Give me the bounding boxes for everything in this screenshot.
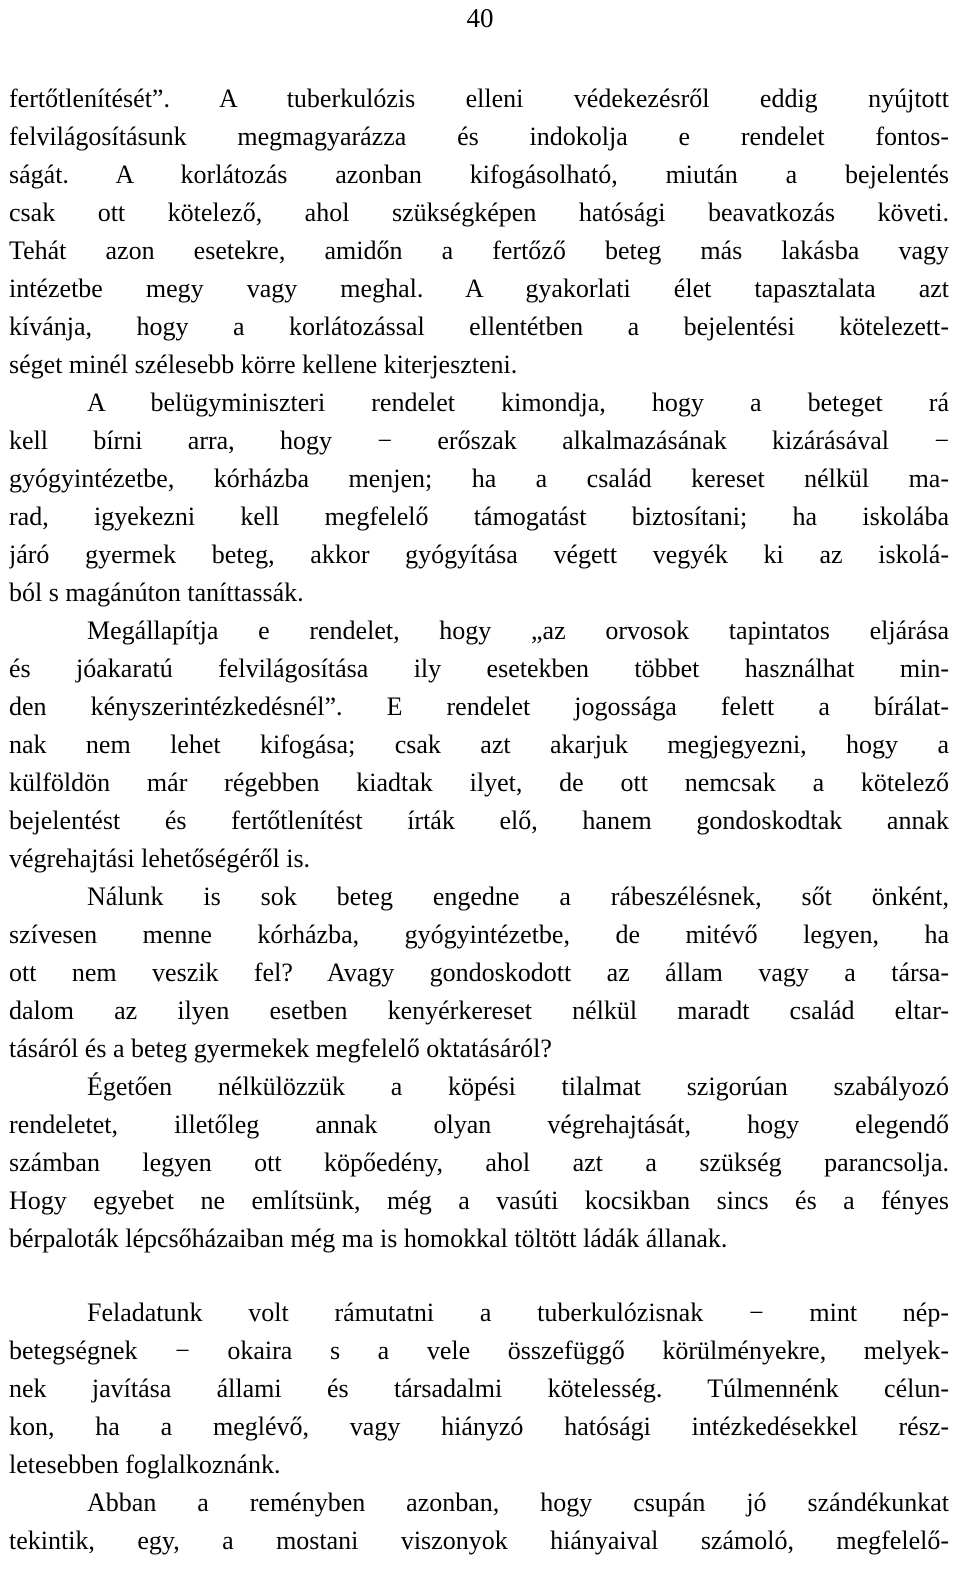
- text-line: fertőtlenítését”. A tuberkulózis elleni védekezésről eddig nyújtott: [9, 84, 949, 113]
- text-line: ott nem veszik fel? Avagy gondoskodott az állam vagy a társa-: [9, 958, 949, 987]
- page-number: 40: [466, 3, 494, 33]
- text-line: Megállapítja e rendelet, hogy „az orvosok tapintatos eljárása: [87, 616, 949, 645]
- text-line: Abban a reményben azonban, hogy csupán jó szándékunkat: [87, 1488, 949, 1517]
- paragraph: [9, 1068, 949, 1258]
- text-line: tekintik, egy, a mostani viszonyok hiányaival számoló, megfelelő-: [9, 1526, 949, 1555]
- text-line: ból s magánúton taníttassák.: [9, 578, 304, 607]
- text-line: Tehát azon esetekre, amidőn a fertőző beteg más lakásba vagy: [9, 236, 949, 265]
- text-line: csak ott kötelező, ahol szükségképen hatósági beavatkozás követi.: [9, 198, 949, 227]
- page-body: [9, 80, 949, 1560]
- text-line: nek javítása állami és társadalmi kötelesség. Túlmennénk célun-: [9, 1374, 949, 1403]
- text-line: betegségnek − okaira s a vele összefüggő körülményekre, melyek-: [9, 1336, 949, 1365]
- text-line: den kényszerintézkedésnél”. E rendelet jogossága felett a bírálat-: [9, 692, 949, 721]
- paragraph: [9, 80, 949, 384]
- text-line: szívesen menne kórházba, gyógyintézetbe, de mitévő legyen, ha: [9, 920, 949, 949]
- text-line: Feladatunk volt rámutatni a tuberkulózisnak − mint nép-: [87, 1298, 949, 1327]
- paragraph: [9, 878, 949, 1068]
- paragraph: [9, 1294, 949, 1484]
- text-line: rendeletet, illetőleg annak olyan végrehajtását, hogy elegendő: [9, 1110, 949, 1139]
- paragraph: [9, 384, 949, 612]
- text-line: bejelentést és fertőtlenítést írták elő, hanem gondoskodtak annak: [9, 806, 949, 835]
- text-line: kívánja, hogy a korlátozással ellentétben a bejelentési kötelezett-: [9, 312, 949, 341]
- text-line: számban legyen ott köpőedény, ahol azt a szükség parancsolja.: [9, 1148, 949, 1177]
- text-line: nak nem lehet kifogása; csak azt akarjuk megjegyezni, hogy a: [9, 730, 949, 759]
- text-line: bérpaloták lépcsőházaiban még ma is homokkal töltött ládák állanak.: [9, 1224, 728, 1253]
- text-line: felvilágosításunk megmagyarázza és indokolja e rendelet fontos-: [9, 122, 949, 151]
- text-line: rad, igyekezni kell megfelelő támogatást biztosítani; ha iskolába: [9, 502, 949, 531]
- text-line: intézetbe megy vagy meghal. A gyakorlati élet tapasztalata azt: [9, 274, 949, 303]
- text-line: ságát. A korlátozás azonban kifogásolható, miután a bejelentés: [9, 160, 949, 189]
- paragraph: [9, 1484, 949, 1560]
- text-line: Hogy egyebet ne említsünk, még a vasúti kocsikban sincs és a fényes: [9, 1186, 949, 1215]
- text-line: végrehajtási lehetőségéről is.: [9, 844, 311, 873]
- text-line: dalom az ilyen esetben kenyérkereset nélkül maradt család eltar-: [9, 996, 949, 1025]
- text-line: járó gyermek beteg, akkor gyógyítása végett vegyék ki az iskolá-: [9, 540, 949, 569]
- text-line: külföldön már régebben kiadtak ilyet, de ott nemcsak a kötelező: [9, 768, 949, 797]
- text-line: kon, ha a meglévő, vagy hiányzó hatósági intézkedésekkel rész-: [9, 1412, 949, 1441]
- paragraph: [9, 612, 949, 878]
- text-line: séget minél szélesebb körre kellene kiterjeszteni.: [9, 350, 518, 379]
- text-line: A belügyminiszteri rendelet kimondja, hogy a beteget rá: [87, 388, 949, 417]
- text-line: Égetően nélkülözzük a köpési tilalmat szigorúan szabályozó: [87, 1072, 949, 1101]
- text-line: és jóakaratú felvilágosítása ily esetekben többet használhat min-: [9, 654, 949, 683]
- text-line: tásáról és a beteg gyermekek megfelelő oktatásáról?: [9, 1034, 552, 1063]
- text-line: letesebben foglalkoznánk.: [9, 1450, 281, 1479]
- text-line: kell bírni arra, hogy − erőszak alkalmazásának kizárásával −: [9, 426, 949, 455]
- text-line: Nálunk is sok beteg engedne a rábeszélésnek, sőt önként,: [87, 882, 949, 911]
- text-line: gyógyintézetbe, kórházba menjen; ha a család kereset nélkül ma-: [9, 464, 949, 493]
- section-gap: [9, 1258, 949, 1294]
